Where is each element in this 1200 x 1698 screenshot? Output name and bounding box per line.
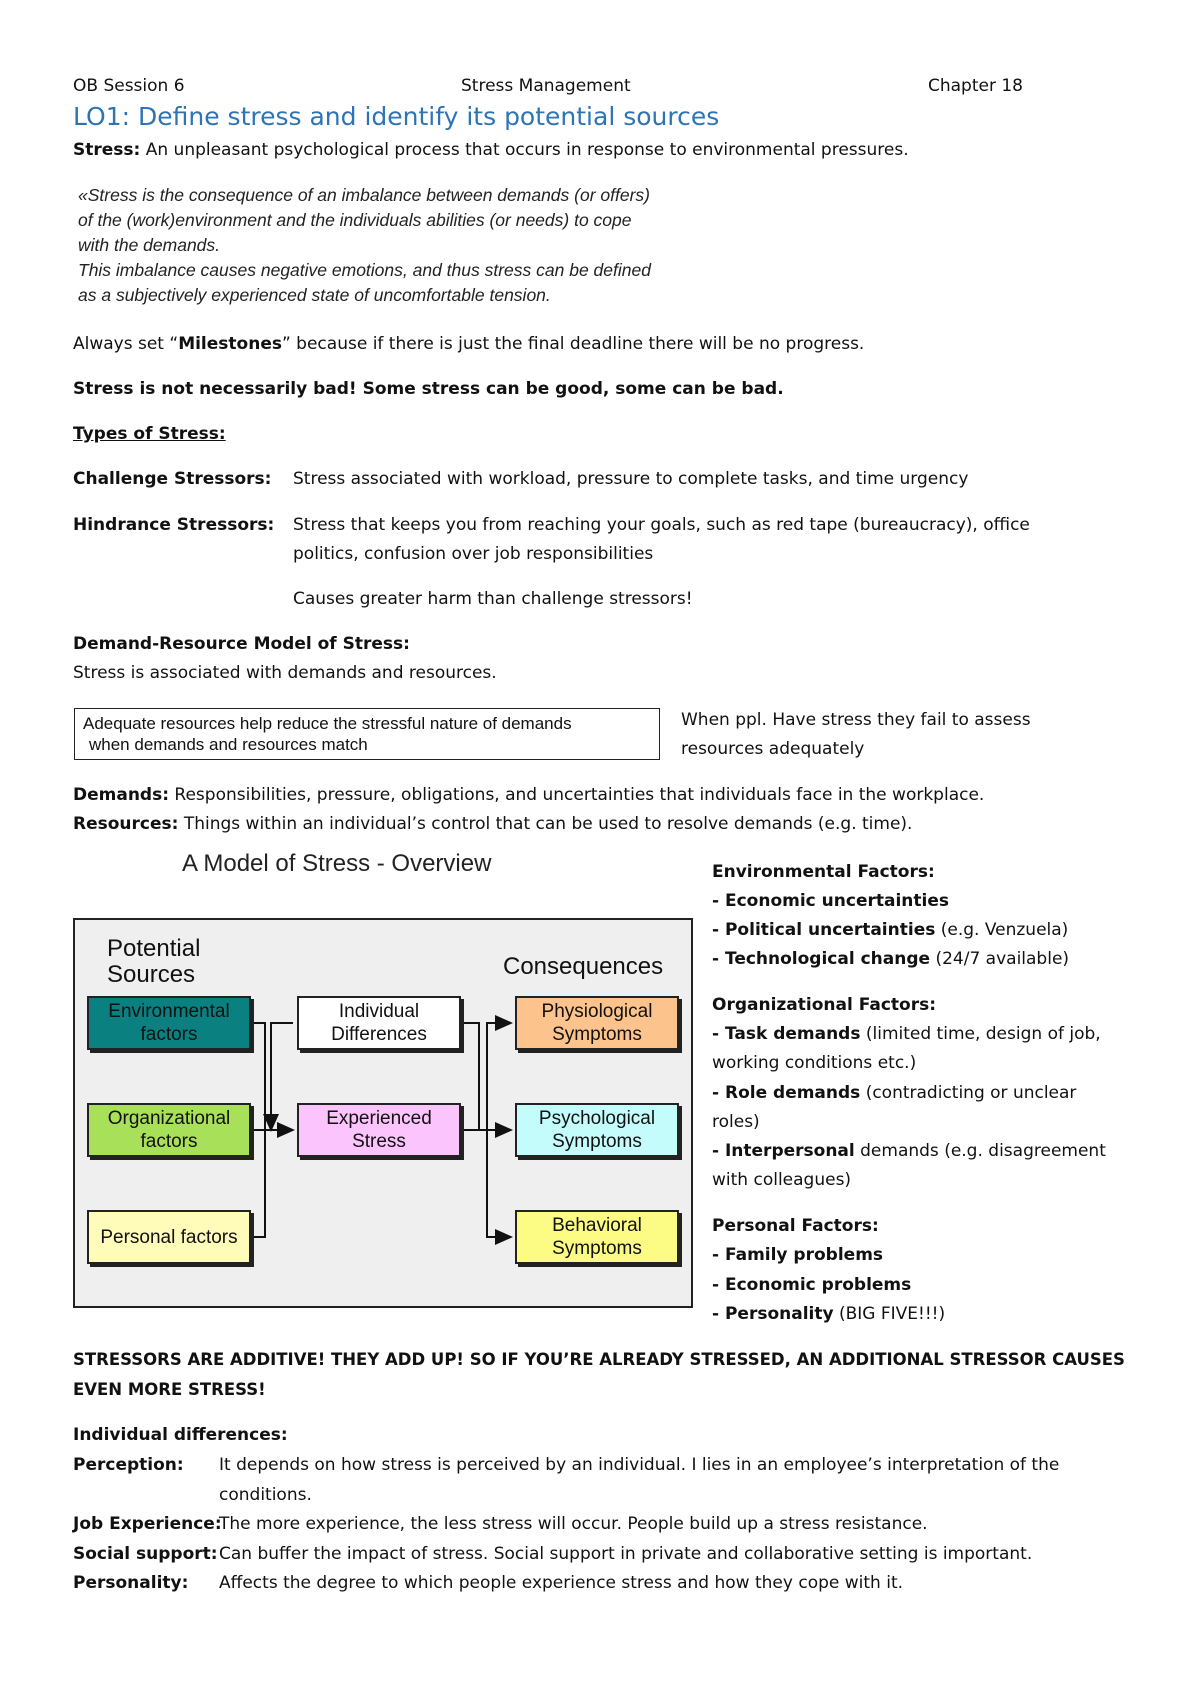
pers-item (712, 1275, 911, 1295)
demands-line (73, 785, 984, 805)
env-item (712, 920, 1068, 940)
demands-term: Demands: (73, 785, 170, 805)
env-item (712, 891, 949, 911)
indiv-text-cont: conditions. (219, 1485, 312, 1505)
connector-behav (487, 1130, 511, 1237)
env-item-rest: (e.g. Venzuela) (935, 920, 1069, 940)
milestones-after: ” because if there is just the final deadline there will be no progress. (281, 334, 865, 354)
hindrance-note: Causes greater harm than challenge stressors! (293, 589, 693, 609)
hindrance-line1: Stress that keeps you from reaching your goals, such as red tape (bureaucracy), office (293, 515, 1030, 535)
hindrance-label: Hindrance Stressors: (73, 515, 275, 535)
drm-text: Stress is associated with demands and resources. (73, 663, 497, 683)
resources-term: Resources: (73, 814, 179, 834)
pers-item (712, 1245, 883, 1265)
resources-text: Things within an individual’s control that can be used to resolve demands (e.g. time). (178, 814, 913, 834)
drm-box-line: when demands and resources match (89, 735, 368, 754)
drm-box-line: Adequate resources help reduce the stressful nature of demands (83, 714, 572, 733)
additive-line2: EVEN MORE STRESS! (73, 1380, 266, 1399)
env-item (712, 949, 1069, 969)
org-heading: Organizational Factors: (712, 995, 936, 1015)
drm-side-line1: When ppl. Have stress they fail to assess (681, 710, 1031, 730)
milestones-bold: Milestones (178, 334, 282, 354)
org-line (712, 1083, 1076, 1103)
org-line-bold: - Role demands (712, 1083, 861, 1103)
indiv-heading: Individual differences: (73, 1425, 288, 1445)
org-line-rest: working conditions etc.) (712, 1053, 917, 1073)
box-behavioral: Behavioral Symptoms (515, 1210, 679, 1264)
quote-line: This imbalance causes negative emotions, and thus stress can be defined (78, 260, 651, 280)
lo-title: LO1: Define stress and identify its potential sources (73, 102, 720, 131)
milestones-before: Always set “ (73, 334, 179, 354)
indiv-text: It depends on how stress is perceived by an individual. I lies in an employee’s interpretation of the (219, 1455, 1060, 1475)
env-heading: Environmental Factors: (712, 862, 935, 882)
env-item-bold: - Technological change (712, 949, 931, 969)
org-line-rest: (limited time, design of job, (860, 1024, 1101, 1044)
box-physiological: Physiological Symptoms (515, 996, 679, 1050)
header-left: OB Session 6 (73, 76, 185, 96)
box-personal: Personal factors (87, 1210, 251, 1264)
drm-box (74, 708, 660, 760)
drm-side-line2: resources adequately (681, 739, 865, 759)
types-heading: Types of Stress: (73, 424, 226, 444)
pers-item-bold: - Economic problems (712, 1275, 912, 1295)
org-line-rest: roles) (712, 1112, 760, 1132)
org-line (712, 1024, 1101, 1044)
stress-quote (78, 183, 778, 308)
env-item-bold: - Economic uncertainties (712, 891, 949, 911)
additive-line1: STRESSORS ARE ADDITIVE! THEY ADD UP! SO IF YOU’RE ALREADY STRESSED, AN ADDITIONAL STRESSOR CAUSES (73, 1350, 1125, 1369)
stress-definition (73, 140, 909, 160)
quote-line: «Stress is the consequence of an imbalance between demands (or offers) (78, 185, 650, 205)
org-line-bold: - Interpersonal (712, 1141, 855, 1161)
org-line (712, 1112, 760, 1132)
org-line (712, 1053, 916, 1073)
stress-model-diagram (73, 918, 693, 1308)
potential-sources-heading: Potential Sources (107, 935, 201, 988)
org-line (712, 1141, 1106, 1161)
quote-line: with the demands. (78, 235, 221, 255)
header-right: Chapter 18 (928, 76, 1024, 96)
quote-line: of the (work)environment and the individuals abilities (or needs) to cope (78, 210, 632, 230)
pers-item-rest: (BIG FIVE!!!) (833, 1304, 946, 1324)
definition-text: An unpleasant psychological process that occurs in response to environmental pressures. (140, 140, 909, 160)
org-line-rest: demands (e.g. disagreement (854, 1141, 1106, 1161)
definition-term: Stress: (73, 140, 141, 160)
quote-line: as a subjectively experienced state of uncomfortable tension. (78, 285, 551, 305)
indiv-text: Can buffer the impact of stress. Social support in private and collaborative setting is important. (219, 1544, 1033, 1564)
pers-item-bold: - Personality (712, 1304, 834, 1324)
challenge-label: Challenge Stressors: (73, 469, 272, 489)
box-psychological: Psychological Symptoms (515, 1103, 679, 1157)
indiv-label: Social support: (73, 1544, 218, 1564)
env-item-rest: (24/7 available) (930, 949, 1070, 969)
indiv-label: Job Experience: (73, 1514, 222, 1534)
pers-heading: Personal Factors: (712, 1216, 879, 1236)
not-bad-statement: Stress is not necessarily bad! Some stress can be good, some can be bad. (73, 379, 784, 399)
consequences-heading: Consequences (503, 953, 664, 980)
org-line-rest: with colleagues) (712, 1170, 852, 1190)
milestones-line (73, 334, 864, 354)
indiv-label: Personality: (73, 1573, 189, 1593)
env-item-bold: - Political uncertainties (712, 920, 936, 940)
header-center: Stress Management (461, 76, 631, 96)
org-line-bold: - Task demands (712, 1024, 861, 1044)
indiv-text: The more experience, the less stress will occur. People build up a stress resistance. (219, 1514, 928, 1534)
box-organizational: Organizational factors (87, 1103, 251, 1157)
drm-heading: Demand-Resource Model of Stress: (73, 634, 410, 654)
challenge-text: Stress associated with workload, pressure to complete tasks, and time urgency (293, 469, 969, 489)
org-line-rest: (contradicting or unclear (860, 1083, 1077, 1103)
pers-item (712, 1304, 945, 1324)
hindrance-line2: politics, confusion over job responsibilities (293, 544, 654, 564)
box-individual: Individual Differences (297, 996, 461, 1050)
pers-item-bold: - Family problems (712, 1245, 884, 1265)
resources-line (73, 814, 912, 834)
connector-physio (461, 1023, 511, 1130)
box-environmental: Environmental factors (87, 996, 251, 1050)
model-title: A Model of Stress - Overview (182, 850, 492, 877)
demands-text: Responsibilities, pressure, obligations, and uncertainties that individuals face in the workplace. (169, 785, 985, 805)
box-experienced: Experienced Stress (297, 1103, 461, 1157)
connector-individual (271, 1023, 293, 1130)
indiv-text: Affects the degree to which people experience stress and how they cope with it. (219, 1573, 904, 1593)
org-line (712, 1170, 851, 1190)
indiv-label: Perception: (73, 1455, 184, 1475)
connector-individual-out (461, 1023, 479, 1130)
